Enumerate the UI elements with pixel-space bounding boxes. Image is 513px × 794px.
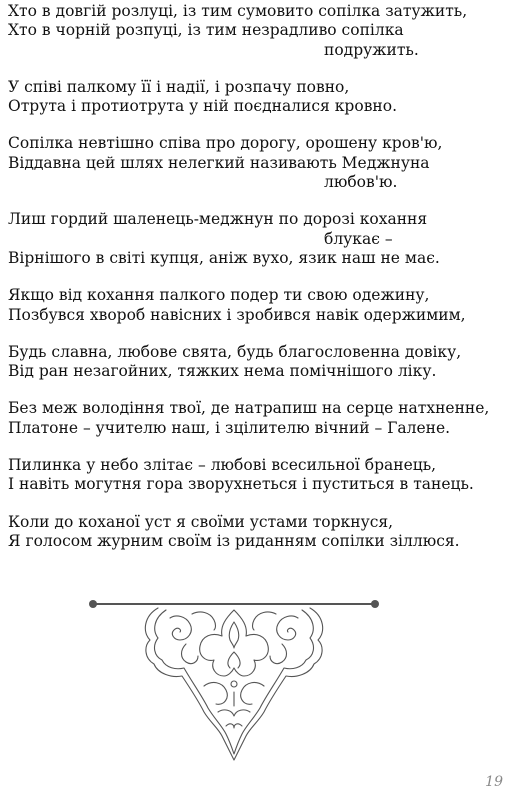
poem-line: Без меж володіння твої, де натрапиш на серце натхненне, <box>8 399 490 418</box>
poem-line: Позбувся хвороб навісних і зробився навік одержимим, <box>8 305 466 324</box>
poem-line: Платоне – учителю наш, і зцілителю вічний – Галене. <box>8 418 451 437</box>
poem-line: Вірнішого в світі купця, аніж вухо, язик наш не має. <box>8 248 440 267</box>
stanza-8 <box>8 456 508 495</box>
stanza-4 <box>8 210 508 268</box>
poem-line: Будь славна, любове свята, будь благословенна довіку, <box>8 342 462 361</box>
poem-line-continuation: подружить. <box>324 40 419 59</box>
stanza-7 <box>8 399 508 438</box>
poem-line-continuation: блукає – <box>324 229 393 248</box>
poem-line: Якщо від кохання палкого подер ти свою одежину, <box>8 286 430 305</box>
stanza-1 <box>8 2 508 60</box>
poem-line: Хто в чорній розпуці, із тим незрадливо сопілка <box>8 21 404 40</box>
page-number: 19 <box>485 774 503 790</box>
poem-line: Я голосом журним своїм із риданням сопілки зіллюся. <box>8 531 460 550</box>
poem-line: Віддавна цей шлях нелегкий називають Меджнуна <box>8 153 430 172</box>
stanza-3 <box>8 134 508 192</box>
stanza-2 <box>8 78 508 117</box>
arabesque-ornament-icon <box>86 596 382 764</box>
poem-line: І навіть могутня гора зворухнеться і пуститься в танець. <box>8 475 474 494</box>
poem-line: Хто в довгій розлуці, із тим сумовито сопілка затужить, <box>8 2 468 20</box>
stanza-5 <box>8 286 508 325</box>
stanza-6 <box>8 343 508 382</box>
poem-line-continuation: любов'ю. <box>324 173 398 192</box>
poem <box>8 2 508 569</box>
poem-line: Лиш гордий шаленець-меджнун по дорозі кохання <box>8 210 428 229</box>
poem-line: Від ран незагойних, тяжких нема помічнішого ліку. <box>8 362 437 381</box>
poem-line: Пилинка у небо злітає – любові всесильної бранець, <box>8 456 437 475</box>
poem-line: Отрута і протиотрута у ній поєдналися кровно. <box>8 97 398 116</box>
poem-line: У співі палкому її і надії, і розпачу повно, <box>8 77 350 96</box>
stanza-9 <box>8 513 508 552</box>
poem-line: Коли до коханої уст я своїми устами торкнуся, <box>8 512 394 531</box>
poem-line: Сопілка невтішно співа про дорогу, орошену кров'ю, <box>8 134 443 153</box>
